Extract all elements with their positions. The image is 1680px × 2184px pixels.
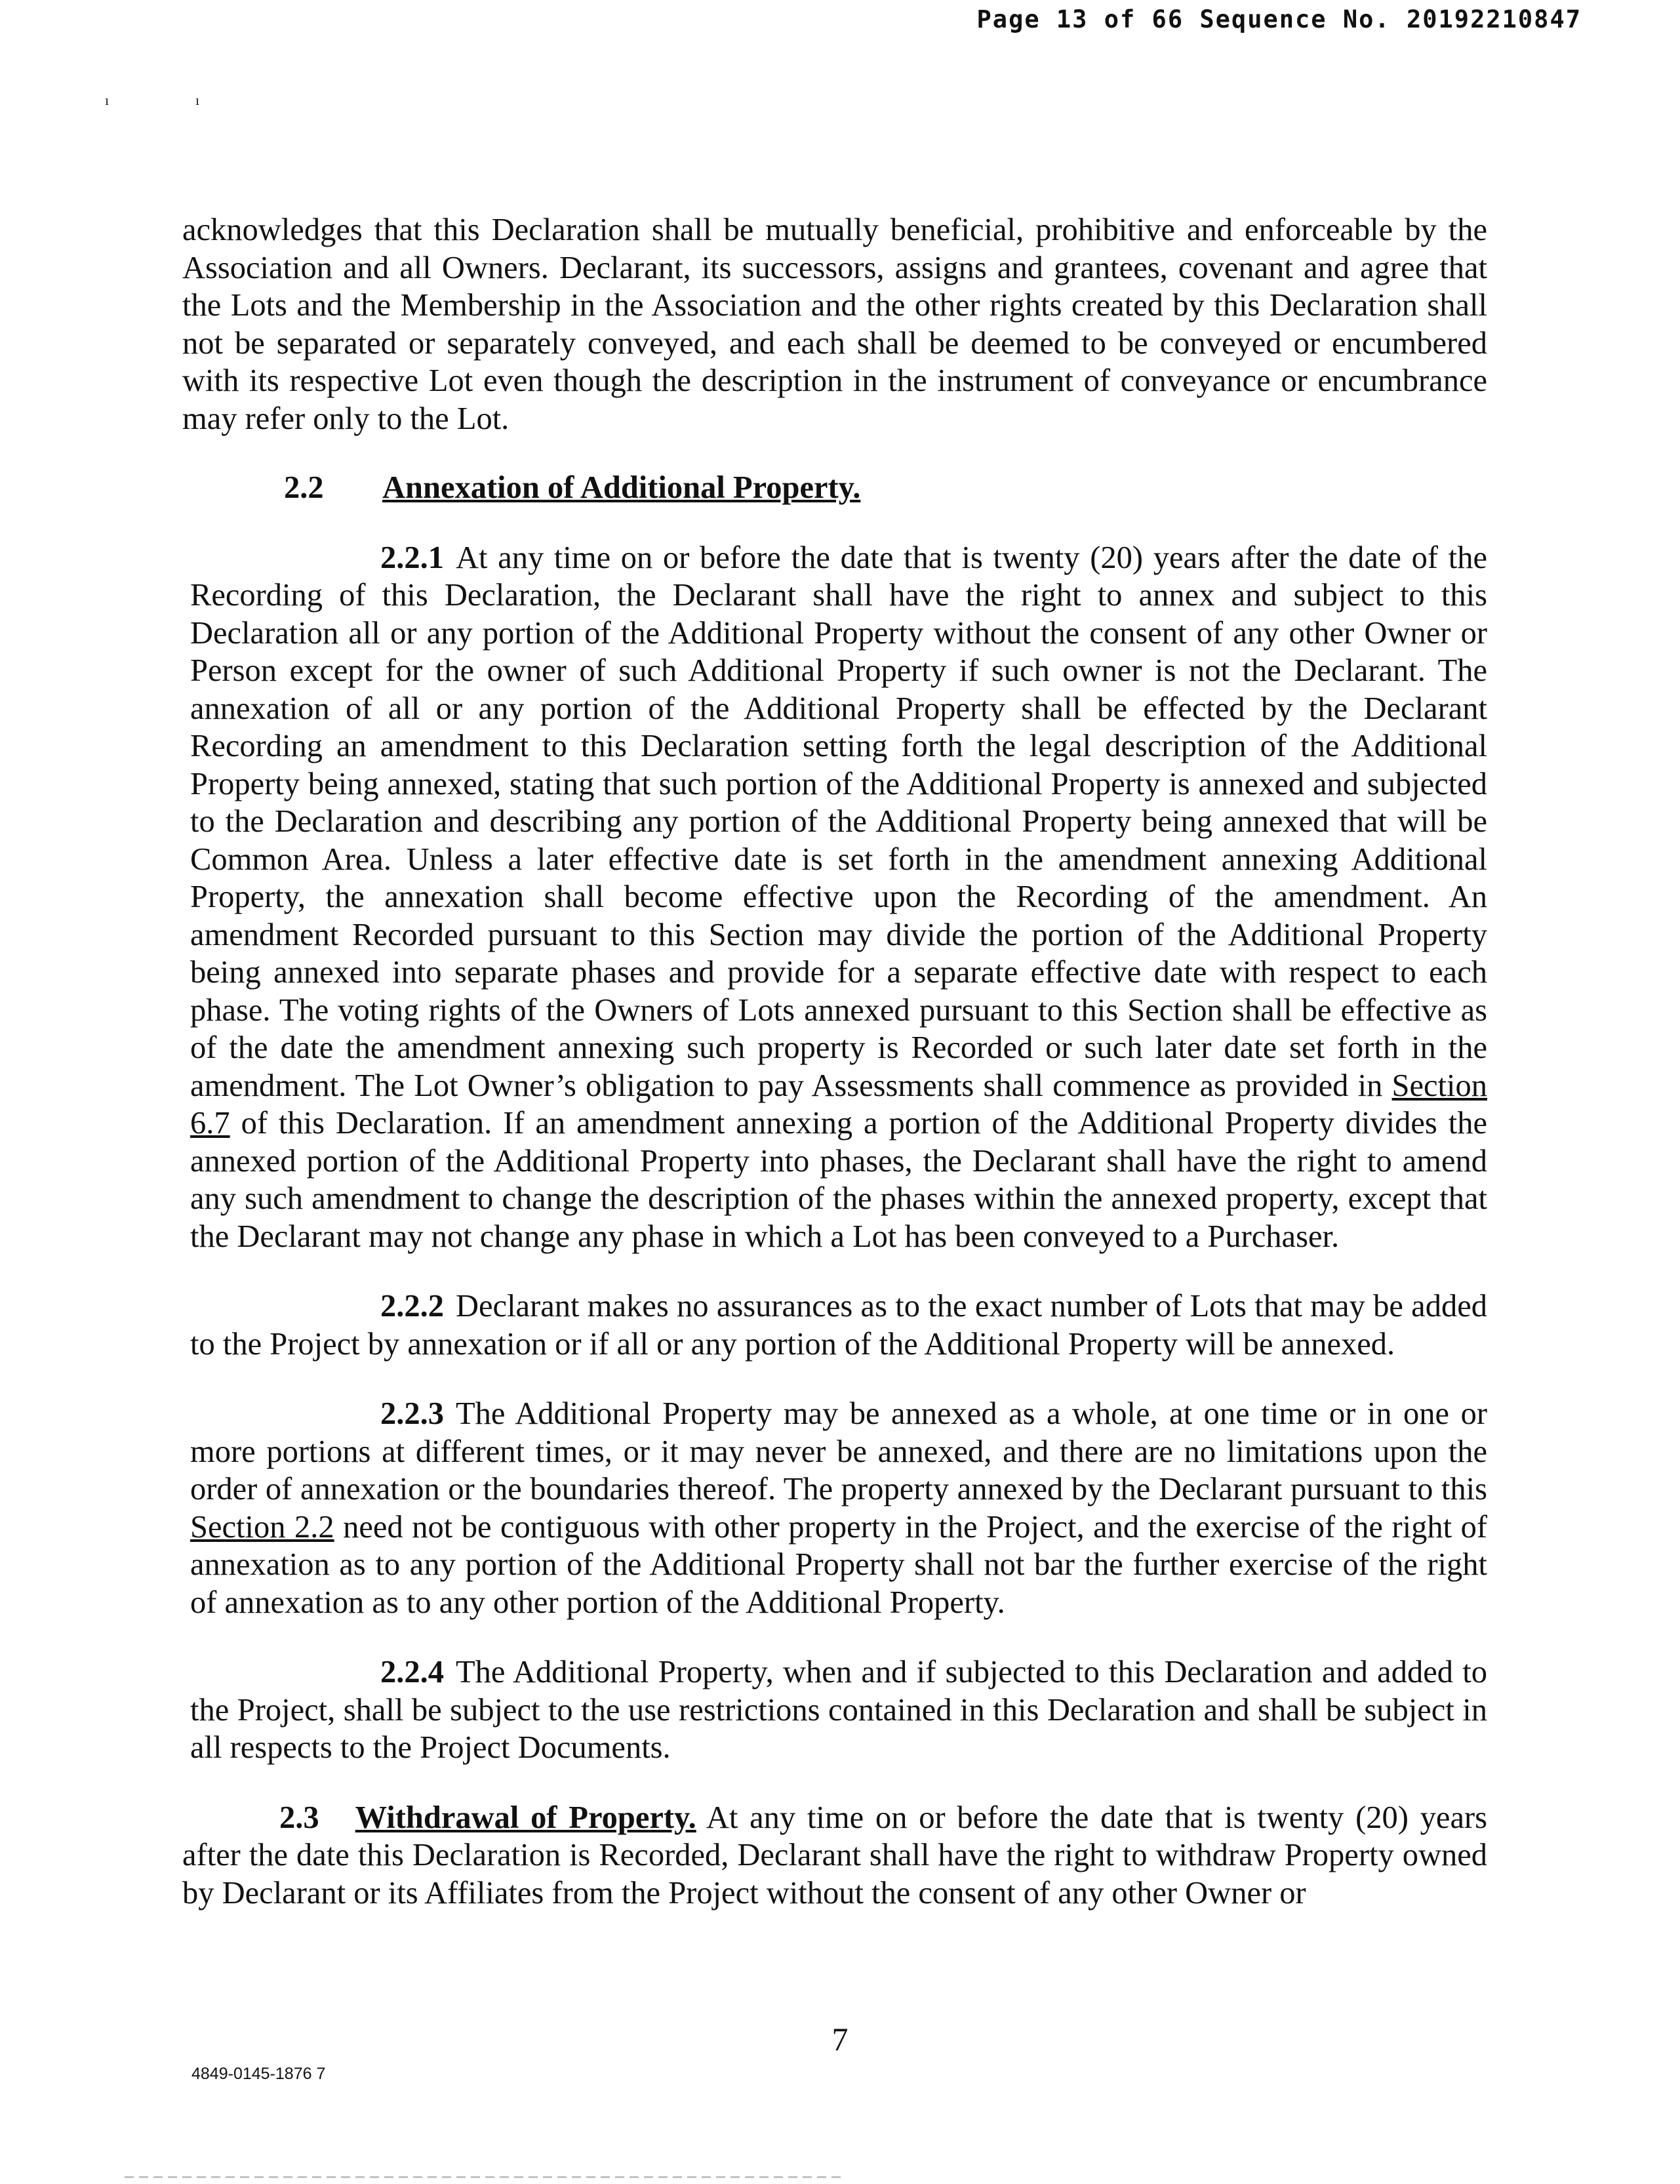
subsection-text: The Additional Property may be annexed as a whole, at one time or in one or more portions at different times, or it may never be annexed, and there are no limitations upon the order of annexation or the boundaries thereof. The property annexed by the Declarant pursuant to this bbox=[190, 1396, 1487, 1507]
section-text: At any time on or before the date that is twenty (20) years after the date this Declaration is Recorded, Declarant shall have the right to withdraw Property owned by Declarant or its Affiliates from the Project without the consent of any other Owner or bbox=[182, 1800, 1488, 1911]
subsection-text: At any time on or before the date that is twenty (20) years after the date of the Recording of this Declaration, the Declarant shall have the right to annex and subject to this Declaration all or any portion of the Additional Property without the consent of any other Owner or Person except for the owner of such Additional Property if such owner is not the Declarant. The annexation of all or any portion of the Additional Property shall be effected by the Declarant Recording an amendment to this Declaration setting forth the legal description of the Additional Property being annexed, stating that such portion of the Additional Property is annexed and subjected to the Declaration and describing any portion of the Additional Property being annexed that will be Common Area. Unless a later effective date is set forth in the amendment annexing Additional Property, the annexation shall become effective upon the Recording of the amendment. An amendment Recorded pursuant to this Section may divide the portion of the Additional Property being annexed into separate phases and provide for a separate effective date with respect to each phase. The voting rights of the Owners of Lots annexed pursuant to this Section shall be effective as of the date the amendment annexing such property is Recorded or such later date set forth in the amendment. The Lot Owner’s obligation to pay Assessments shall commence as provided in bbox=[190, 540, 1487, 1103]
subsection-2-2-3 bbox=[182, 1395, 1487, 1621]
section-number: 2.2 bbox=[284, 470, 324, 505]
subsection-text: Declarant makes no assurances as to the exact number of Lots that may be added to the Project by annexation or if all or any portion of the Additional Property will be annexed. bbox=[190, 1289, 1487, 1362]
intro-paragraph: acknowledges that this Declaration shall be mutually beneficial, prohibitive and enforceable by the Association and all Owners. Declarant, its successors, assigns and grantees, covenant and agree that the Lots and the Membership in the Association and the other rights created by this Declaration shall not be separated or separately conveyed, and each shall be deemed to be conveyed or encumbered with its respective Lot even though the description in the instrument of conveyance or encumbrance may refer only to the Lot. bbox=[182, 212, 1487, 436]
section-2-2-heading bbox=[182, 469, 1487, 507]
page-sequence-header: Page 13 of 66 Sequence No. 20192210847 bbox=[976, 5, 1582, 33]
subsection-number: 2.2.2 bbox=[380, 1289, 444, 1324]
subsection-number: 2.2.4 bbox=[380, 1655, 444, 1689]
subsection-2-2-2 bbox=[182, 1287, 1487, 1363]
document-id: 4849-0145-1876 7 bbox=[191, 2065, 326, 2083]
subsection-text: of this Declaration. If an amendment annexing a portion of the Additional Property divides the annexed portion of the Additional Property into phases, the Declarant shall have the right to amend any such amendment to change the description of the phases within the annexed property, except that the Declarant may not change any phase in which a Lot has been conveyed to a Purchaser. bbox=[190, 1106, 1487, 1254]
section-title: Withdrawal of Property. bbox=[355, 1800, 696, 1835]
section-title: Annexation of Additional Property. bbox=[382, 470, 861, 505]
section-number: 2.3 bbox=[279, 1800, 319, 1835]
section-reference: Section 2.2 bbox=[190, 1509, 334, 1545]
subsection-number: 2.2.1 bbox=[380, 540, 444, 575]
document-body bbox=[182, 211, 1487, 1912]
section-2-3-paragraph bbox=[182, 1799, 1487, 1912]
page-number: 7 bbox=[831, 2021, 849, 2057]
subsection-text: need not be contiguous with other property in the Project, and the exercise of the right of annexation as to any portion of the Additional Property shall not bar the further exercise of the right of annexation as to any other portion of the Additional Property. bbox=[190, 1509, 1487, 1620]
scan-artifact-line bbox=[125, 2176, 846, 2178]
subsection-2-2-4 bbox=[182, 1653, 1487, 1767]
subsection-2-2-1 bbox=[182, 539, 1487, 1256]
subsection-number: 2.2.3 bbox=[380, 1396, 444, 1431]
scan-mark: ı bbox=[195, 92, 200, 108]
section-reference: Section 6.7 bbox=[190, 1068, 1488, 1141]
subsection-text: The Additional Property, when and if subjected to this Declaration and added to the Project, shall be subject to the use restrictions contained in this Declaration and shall be subject in all respects to the Project Documents. bbox=[190, 1655, 1487, 1765]
scan-mark: ı bbox=[105, 92, 110, 108]
